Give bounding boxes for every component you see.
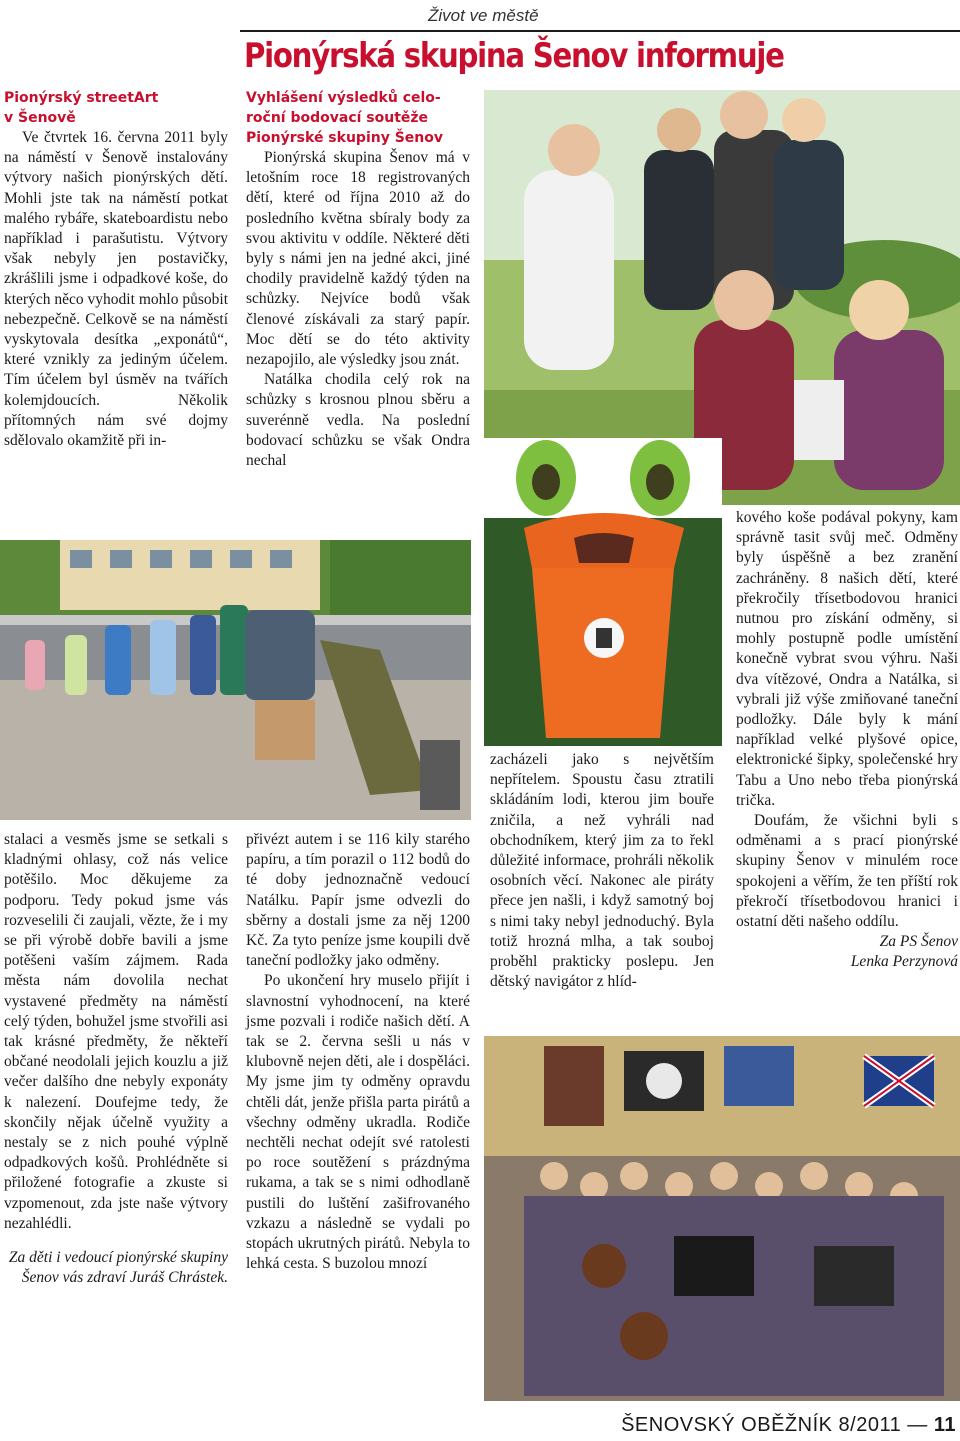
photo-orange-bin [484, 438, 722, 746]
article1-text-top [4, 128, 228, 451]
article2-heading-line3: Pionýrské skupiny Šenov [246, 130, 443, 146]
article2-text-d [736, 508, 958, 973]
photo-tug-of-war-image [0, 540, 471, 820]
article2-heading-line1: Vyhlášení výsledků celo- [246, 90, 441, 106]
photo-tug-of-war [0, 540, 471, 820]
article1-paragraph: Ve čtvrtek 16. června 2011 byly na náměstí v Šenově instalovány výtvory našich pionýrských dětí. Mohli jste tak na náměstí potkat malého rybáře, skateboardistu nebo například i parašutistu. Výtvory však nebyly jen postavičky, zkrášlili jsme i odpadkové koše, do kterých něco vyhodit mohlo působit nebezpečně. Celkově se na náměstí vyskytovala desítka „exponátů“, které vznikly za jediným účelem. Tím účelem byl úsměv na tvářích kolemjdoucích. Několik přítomných nám své dojmy sdělovalo okamžitě při in- [4, 129, 228, 450]
article1-heading-line2: v Šenově [4, 110, 76, 126]
article2-heading-line2: roční bodovací soutěže [246, 110, 429, 126]
article2-text-c [490, 750, 714, 992]
photo-group-clubroom-image [484, 1036, 960, 1401]
footer-publication: ŠENOVSKÝ OBĚŽNÍK 8/2011 [621, 1414, 902, 1436]
photo-group-clubroom [484, 1036, 960, 1401]
article2-text-b [246, 830, 470, 1274]
article2-paragraph-4: Po ukončení hry muselo přijít i slavnostní vyhodnocení, na které jsme pozvali i rodiče našich dětí. A tak se 2. června sešli u nás v klubovně nejen děti, ale i dospěláci. My jsme jim ty odměny opravdu chtěli dát, jenže přišla parta pirátů a všechny odměny ukradla. Rodiče nechtěli nechat odejít své ratolesti po roce soutěžení s prázdnýma rukama, a tak se s nimi odhodlaně pustili do luštění zašifrovaného vzkazu a následně se vydali po stopách ukrutných pirátů. Nebyla to lehká cesta. S buzolou mnozí [246, 972, 470, 1273]
footer-page-number: 11 [933, 1414, 956, 1436]
page-footer [621, 1414, 956, 1437]
page-title: Pionýrská skupina Šenov informuje [244, 36, 784, 76]
article2-text-a [246, 148, 470, 471]
article1-text-bottom [4, 830, 228, 1288]
section-label: Život ve městě [428, 6, 539, 25]
article1-heading-line1: Pionýrský streetArt [4, 90, 159, 106]
article2-signature-line2: Lenka Perzynová [850, 953, 958, 971]
article1-signature: Za děti i vedoucí pionýrské skupiny Šenov vás zdraví Juráš Chrástek. [8, 1249, 228, 1287]
article1-heading [4, 88, 232, 128]
article2-signature-line1: Za PS Šenov [879, 933, 958, 951]
article2-paragraph-3: přivézt autem i se 116 kily starého papíru, a tím porazil o 112 bodů do té doby jednoznačně vedoucí Natálku. Papír jsme odvezli do sběrny a dostali jsme za něj 1200 Kč. Za tyto peníze jsme koupili dvě taneční podložky jako odměny. [246, 831, 470, 970]
header-rule [240, 30, 960, 32]
article2-paragraph-7: Doufám, že všichni byli s odměnami a s prací pionýrské skupiny Šenov v minulém roce spokojeni a věřím, že ten příští rok překročí třísetbodovou hranici i ostatní děti našeho oddílu. [736, 812, 958, 931]
photo-orange-bin-image [484, 438, 722, 746]
article2-paragraph-1: Pionýrská skupina Šenov má v letošním roce 18 registrovaných dětí, které od října 2010 až do posledního května sbíraly body za svou aktivitu v oddíle. Některé děti byly s námi jen na jedné akci, jiné chodily pravidelně každý týden na schůzky. Nejvíce bodů však členové získávali za starý papír. Moc dětí se do této aktivity nezapojilo, ale výsledky jsou znát. [246, 149, 470, 369]
article2-paragraph-2: Natálka chodila celý rok na schůzky s krosnou plnou sběru a suverénně vedla. Na poslední bodovací schůzku se však Ondra nechal [246, 371, 470, 470]
article2-heading [246, 88, 478, 148]
footer-separator: — [907, 1414, 928, 1436]
article2-paragraph-6: kového koše podával pokyny, kam správně tasit svůj meč. Odměny byly úspěšně a bez zranění zachráněny. 8 našich dětí, které překročily třísetbodovou hranici nutnou pro získání odměny, si mohly postupně podle umístění konečně vybrat svou výhru. Naši dva vítězové, Ondra a Natálka, si vybrali již výše zmiňované taneční podložky. Dále byly k mání například velké plyšové opice, elektronické šipky, společenské hry Tabu a Uno nebo třeba pionýrská trička. [736, 509, 958, 809]
article2-paragraph-5: zacházeli jako s největším nepřítelem. Spoustu času ztratili skládáním lodi, kterou jim bouře zničila, a než vyhráli nad obchodníkem, který jim za to řekl důležité informace, prohráli několik osobních věcí. Nakonec ale piráty přece jen našli, i když samotný boj s nimi taky nebyl jednoduchý. Byla totiž hrozná mlha, a tak souboj proběhl prakticky poslepu. Jen dětský navigátor z hlíd- [490, 751, 714, 991]
article1-paragraph-continued: stalaci a vesměs jsme se setkali s kladnými ohlasy, což nás velice potěšilo. Moc děkujeme za podporu. Tedy pokud jsme vás rozveselili či zaujali, vězte, že i my se při výrobě dobře bavili a jsme potěšeni vaším zájmem. Rada města nám dovolila nechat vystavené předměty na náměstí celý týden, bohužel jsme stvořili asi tak krásné předměty, že někteří občané neodolali jejich kouzlu a již večer dalšího dne nebyly exponáty k nalezení. Doufejme tedy, že skončily nějak účelně využity a nestaly se z nich pouhé výplně odpadkových košů. Prohlédněte si přiložené fotografie a zkuste si vzpomenout, zda jste naše výtvory nezahlédli. [4, 831, 228, 1232]
